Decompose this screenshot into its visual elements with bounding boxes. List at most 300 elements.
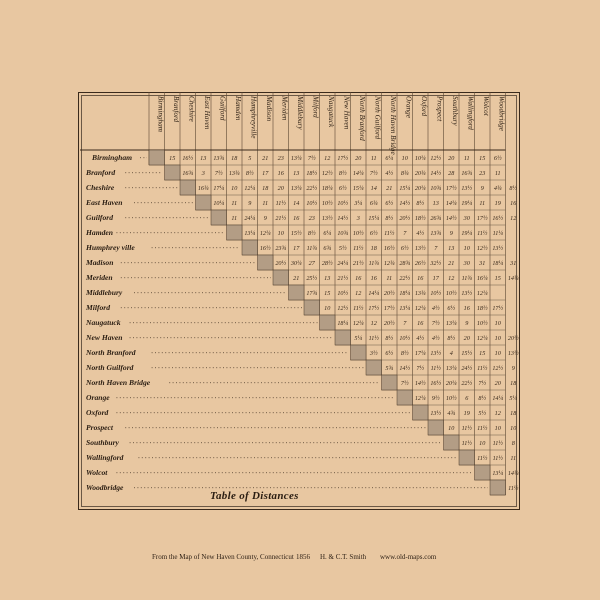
distance-cell: 18½ xyxy=(414,215,426,223)
distance-cell: 4½ xyxy=(431,305,440,313)
distance-cell: 17¼ xyxy=(414,350,426,358)
distance-cell: 14¼ xyxy=(445,200,457,208)
distance-cell: 14 xyxy=(370,185,377,193)
distance-cell: 6½ xyxy=(385,200,394,208)
distance-cell: 20 xyxy=(494,380,501,388)
distance-cell: 11½ xyxy=(492,440,503,448)
distance-cell: 18 xyxy=(262,185,269,193)
distance-cell: 8¾ xyxy=(400,170,409,178)
distance-cell: 13 xyxy=(448,245,455,253)
distance-cell: 16½ xyxy=(492,215,504,223)
distance-cell: 10 xyxy=(494,335,501,343)
distance-cell: 12½ xyxy=(430,155,442,163)
distance-cell: 20 xyxy=(277,185,284,193)
distance-cell: 11 xyxy=(463,155,470,163)
distance-cell: 10¼ xyxy=(414,155,426,163)
row-label: Guilford xyxy=(86,212,114,222)
distance-cell: 10½ xyxy=(352,230,364,238)
column-header: Orange xyxy=(404,96,413,118)
distance-cell: 24¼ xyxy=(337,260,349,268)
distance-cell: 11 xyxy=(370,155,377,163)
distance-cell: 20½ xyxy=(507,335,519,343)
row-label: Woodbridge xyxy=(86,482,124,492)
distance-cell: 18¼ xyxy=(337,320,349,328)
distance-cell: 20½ xyxy=(383,290,395,298)
distance-cell: 11¾ xyxy=(368,260,379,268)
distance-cell: 13½ xyxy=(492,245,504,253)
distance-cell: 11¾ xyxy=(461,275,472,283)
distance-cell: 30¼ xyxy=(290,260,302,268)
row-label: Branford xyxy=(86,167,116,177)
row-label: East Haven xyxy=(86,197,123,207)
column-header: Branford xyxy=(172,96,181,123)
distance-cell: 11¼ xyxy=(492,230,503,238)
distance-cell: 19¼ xyxy=(461,230,473,238)
distance-cell: 21 xyxy=(262,155,269,163)
column-header: Milford xyxy=(311,96,320,118)
distance-cell: 21½ xyxy=(352,260,364,268)
distance-cell: 10½ xyxy=(306,200,318,208)
distance-cell: 12¼ xyxy=(476,335,488,343)
distance-cell: 3¼ xyxy=(354,200,363,208)
distance-cell: 4½ xyxy=(416,335,425,343)
distance-cell: 6½ xyxy=(400,245,409,253)
distance-cell: 10 xyxy=(324,305,331,313)
diagonal-cell xyxy=(196,195,212,210)
distance-cell: 12½ xyxy=(476,245,488,253)
distance-cell: 23¾ xyxy=(275,245,287,253)
distance-cell: 11½ xyxy=(368,335,379,343)
distance-cell: 10½ xyxy=(337,290,349,298)
distance-cell: 18¼ xyxy=(399,290,411,298)
distance-cell: 13¾ xyxy=(213,155,225,163)
distance-cell: 16¾ xyxy=(182,170,194,178)
row-label: Orange xyxy=(86,392,110,402)
distance-cell: 10 xyxy=(494,350,501,358)
column-header: Meriden xyxy=(280,96,289,121)
distance-cell: 10 xyxy=(277,230,284,238)
distance-cell: 8½ xyxy=(416,200,425,208)
distance-cell: 11¾ xyxy=(306,245,317,253)
distance-cell: 15 xyxy=(169,155,176,163)
distance-cell: 12 xyxy=(370,320,377,328)
distance-cell: 6 xyxy=(465,395,469,403)
column-header: Humphreyville xyxy=(249,96,258,139)
distance-cell: 13¼ xyxy=(399,305,411,313)
column-header: Woodbridge xyxy=(497,96,506,131)
distance-cell: 10¾ xyxy=(337,230,349,238)
distance-cell: 14¾ xyxy=(507,275,519,283)
distance-cell: 7 xyxy=(403,320,407,328)
diagonal-cell xyxy=(242,240,258,255)
distance-cell: 21½ xyxy=(337,275,349,283)
distance-cell: 11½ xyxy=(353,305,364,313)
diagonal-cell xyxy=(258,255,274,270)
diagonal-cell xyxy=(227,225,243,240)
row-label: North Guilford xyxy=(86,362,134,372)
distance-cell: 11½ xyxy=(384,230,395,238)
column-header: Madison xyxy=(265,96,274,122)
distance-cell: 10½ xyxy=(476,320,488,328)
distance-cell: 13 xyxy=(293,170,300,178)
distance-cell: 24½ xyxy=(461,365,473,373)
distance-cell: 8½ xyxy=(478,395,487,403)
distance-cell: 11½ xyxy=(275,200,286,208)
distance-cell: 13¼ xyxy=(492,470,504,478)
distance-cell: 18 xyxy=(510,410,517,418)
distance-cell: 28 xyxy=(448,170,455,178)
distance-cell: 11½ xyxy=(430,365,441,373)
distance-cell: 8½ xyxy=(447,335,456,343)
distance-cell: 7½ xyxy=(478,380,487,388)
distance-cell: 6½ xyxy=(369,230,378,238)
distance-cell: 14½ xyxy=(414,380,426,388)
distance-cell: 30 xyxy=(463,260,470,268)
distance-cell: 23 xyxy=(308,215,315,223)
row-label: Oxford xyxy=(86,407,109,417)
diagonal-cell xyxy=(490,480,506,495)
distance-cell: 6½ xyxy=(338,185,347,193)
column-header: New Haven xyxy=(342,96,351,130)
distance-cell: 28¾ xyxy=(399,260,411,268)
row-label: Meriden xyxy=(86,272,113,282)
distance-cell: 16¾ xyxy=(197,185,209,193)
distance-cell: 12 xyxy=(494,410,501,418)
diagonal-cell xyxy=(413,405,429,420)
distance-cell: 11 xyxy=(386,275,393,283)
distance-cell: 7½ xyxy=(369,170,378,178)
diagonal-cell xyxy=(165,165,181,180)
distance-cell: 15 xyxy=(479,155,486,163)
distance-cell: 10 xyxy=(494,320,501,328)
distance-cell: 18½ xyxy=(306,170,318,178)
distance-cell: 20 xyxy=(463,335,470,343)
distance-cell: 20¾ xyxy=(414,170,426,178)
diagonal-cell xyxy=(382,375,398,390)
distance-cell: 11 xyxy=(231,200,238,208)
distance-cell: 26¾ xyxy=(430,215,442,223)
distance-cell: 4½ xyxy=(431,335,440,343)
distance-cell: 5¼ xyxy=(354,335,363,343)
distance-cell: 10 xyxy=(479,440,486,448)
column-header: North Guilford xyxy=(373,96,382,140)
distance-cell: 13½ xyxy=(430,350,442,358)
diagonal-cell xyxy=(397,390,413,405)
distance-cell: 11½ xyxy=(492,455,503,463)
distance-cell: 10 xyxy=(510,425,517,433)
distance-cell: 12 xyxy=(448,275,455,283)
distance-cell: 13¼ xyxy=(445,320,457,328)
distance-cell: 16 xyxy=(370,275,377,283)
diagonal-cell xyxy=(428,420,444,435)
distance-cell: 9 xyxy=(465,320,469,328)
row-label: Birmingham xyxy=(92,152,133,162)
distance-cell: 14¼ xyxy=(352,170,364,178)
distance-cell: 7½ xyxy=(416,365,425,373)
footer-publisher: H. & C.T. Smith xyxy=(320,553,367,561)
distance-cell: 4¾ xyxy=(493,185,502,193)
distance-cell: 26½ xyxy=(414,260,426,268)
distance-cell: 10½ xyxy=(399,335,411,343)
distance-cell: 11½ xyxy=(461,425,472,433)
distance-cell: 19 xyxy=(463,410,470,418)
column-header: East Haven xyxy=(203,96,212,130)
column-header: Naugatuck xyxy=(327,96,336,128)
row-label: Naugatuck xyxy=(86,317,121,327)
diagonal-cell xyxy=(273,270,289,285)
distance-cell: 28½ xyxy=(321,260,333,268)
row-label: Hamden xyxy=(86,227,114,237)
column-header: Guilford xyxy=(218,96,227,121)
distance-cell: 14½ xyxy=(337,215,349,223)
distance-cell: 17¾ xyxy=(306,290,318,298)
distance-cell: 17 xyxy=(293,245,300,253)
diagonal-cell xyxy=(180,180,196,195)
distance-cell: 13½ xyxy=(461,185,473,193)
distance-cell: 6½ xyxy=(447,305,456,313)
distance-cell: 13 xyxy=(200,155,207,163)
distance-cell: 15 xyxy=(494,275,501,283)
distance-cell: 12 xyxy=(355,290,362,298)
distance-cell: 18¼ xyxy=(321,185,333,193)
distance-cell: 8½ xyxy=(338,170,347,178)
distance-cell: 13½ xyxy=(461,290,473,298)
distance-cell: 12¼ xyxy=(352,320,364,328)
distance-cell: 9 xyxy=(480,185,484,193)
distance-cell: 9 xyxy=(449,230,453,238)
distance-cell: 18¼ xyxy=(492,260,504,268)
distance-cell: 16¾ xyxy=(461,170,473,178)
diagonal-cell xyxy=(149,150,165,165)
distance-cell: 20¼ xyxy=(414,185,426,193)
distance-cell: 18 xyxy=(370,245,377,253)
distance-cell: 15½ xyxy=(461,350,473,358)
distance-cell: 13½ xyxy=(321,215,333,223)
distance-cell: 4½ xyxy=(385,170,394,178)
distance-cell: 5 xyxy=(248,155,252,163)
column-header: Birmingham xyxy=(156,96,165,132)
distance-cell: 20 xyxy=(448,155,455,163)
distance-cell: 14½ xyxy=(430,170,442,178)
distance-cell: 31 xyxy=(479,260,486,268)
distance-cell: 5½ xyxy=(338,245,347,253)
distance-cell: 6½ xyxy=(493,155,502,163)
row-label: North Branford xyxy=(86,347,136,357)
distance-cell: 24¼ xyxy=(244,215,256,223)
distance-cell: 12½ xyxy=(321,170,333,178)
distance-cell: 19¼ xyxy=(461,200,473,208)
distance-cell: 10¾ xyxy=(430,185,442,193)
diagonal-cell xyxy=(289,285,305,300)
distance-cell: 14¼ xyxy=(368,290,380,298)
distance-cell: 17½ xyxy=(492,305,504,313)
row-label: Wolcot xyxy=(86,467,108,477)
distance-cell: 16 xyxy=(417,320,424,328)
column-header: Southbury xyxy=(451,96,460,126)
distance-cell: 22½ xyxy=(399,275,411,283)
distance-cell: 13 xyxy=(324,275,331,283)
distance-cell: 11 xyxy=(262,200,269,208)
distance-cell: 17 xyxy=(262,170,269,178)
distance-cell: 6¼ xyxy=(385,155,394,163)
distance-cell: 11½ xyxy=(353,245,364,253)
distance-cell: 13¾ xyxy=(228,170,240,178)
distance-cell: 9 xyxy=(263,215,267,223)
distance-cell: 27 xyxy=(308,260,315,268)
diagonal-cell xyxy=(320,315,336,330)
distance-cell: 3½ xyxy=(369,350,378,358)
diagonal-cell xyxy=(211,210,227,225)
distance-cell: 11½ xyxy=(477,230,488,238)
diagonal-cell xyxy=(459,450,475,465)
distance-cell: 19 xyxy=(494,200,501,208)
distance-cell: 11 xyxy=(510,455,517,463)
row-label: Humphrey ville xyxy=(86,242,135,252)
distance-cell: 14 xyxy=(293,200,300,208)
distance-cell: 14½ xyxy=(399,200,411,208)
distance-cell: 12 xyxy=(510,215,517,223)
distance-cell: 17½ xyxy=(383,305,395,313)
distance-cell: 16½ xyxy=(430,380,442,388)
distance-cell: 10½ xyxy=(445,395,457,403)
column-header: Wallingford xyxy=(466,96,475,130)
distance-cell: 15 xyxy=(324,290,331,298)
distance-cell: 10 xyxy=(463,245,470,253)
distance-cell: 17½ xyxy=(337,155,349,163)
distance-cell: 10 xyxy=(231,185,238,193)
distance-cell: 16½ xyxy=(383,245,395,253)
distance-cell: 12¼ xyxy=(414,395,426,403)
distance-cell: 6¾ xyxy=(323,245,332,253)
distance-cell: 32½ xyxy=(430,260,442,268)
column-header: Cheshire xyxy=(187,96,196,122)
distance-cell: 7 xyxy=(403,230,407,238)
distance-cell: 8½ xyxy=(509,185,518,193)
distance-cell: 18½ xyxy=(476,305,488,313)
distance-cell: 3 xyxy=(201,170,205,178)
column-header: Prospect xyxy=(435,96,444,122)
distance-cell: 15¼ xyxy=(399,185,411,193)
footer-source: From the Map of New Haven County, Connecticut xyxy=(152,553,294,561)
distance-cell: 12¾ xyxy=(383,260,395,268)
distance-cell: 5½ xyxy=(478,410,487,418)
diagonal-cell xyxy=(475,465,491,480)
distance-cell: 10½ xyxy=(321,200,333,208)
distance-cell: 6¾ xyxy=(369,200,378,208)
distance-cell: 13½ xyxy=(430,410,442,418)
distance-cell: 13½ xyxy=(414,245,426,253)
diagonal-cell xyxy=(335,330,351,345)
distance-cell: 13¼ xyxy=(445,365,457,373)
distance-cell: 13 xyxy=(432,200,439,208)
distance-cell: 7 xyxy=(434,245,438,253)
distance-cell: 12½ xyxy=(337,305,349,313)
distance-cell: 5¼ xyxy=(509,395,518,403)
distance-cell: 14¼ xyxy=(492,395,504,403)
row-label: Prospect xyxy=(86,422,113,432)
distance-cell: 11½ xyxy=(508,485,519,493)
distance-cell: 11½ xyxy=(477,365,488,373)
column-header: Hamden xyxy=(234,96,243,121)
table-title: Table of Distances xyxy=(210,490,299,502)
footer-website: www.old-maps.com xyxy=(380,553,437,561)
distance-cell: 13¾ xyxy=(430,230,442,238)
distance-cell: 25½ xyxy=(306,275,318,283)
distance-cell: 11 xyxy=(231,215,238,223)
distance-cell: 12¼ xyxy=(476,290,488,298)
distance-cell: 17 xyxy=(432,275,439,283)
distance-cell: 7½ xyxy=(400,380,409,388)
distance-cell: 10½ xyxy=(430,290,442,298)
distance-cell: 16 xyxy=(293,215,300,223)
distance-cell: 5¾ xyxy=(385,365,394,373)
distance-cell: 13½ xyxy=(507,350,519,358)
distance-cell: 11½ xyxy=(461,440,472,448)
distance-cell: 11 xyxy=(494,170,501,178)
distance-cell: 8½ xyxy=(245,170,254,178)
distance-cell: 12¼ xyxy=(259,230,271,238)
distance-cell: 21 xyxy=(448,260,455,268)
distance-cell: 14¾ xyxy=(507,470,519,478)
distance-cell: 16 xyxy=(277,170,284,178)
column-header: Wolcot xyxy=(482,96,491,116)
column-header: Oxford xyxy=(420,96,429,117)
diagonal-cell xyxy=(366,360,382,375)
distance-cell: 22½ xyxy=(306,185,318,193)
distance-cell: 9 xyxy=(511,365,515,373)
distance-cell: 9½ xyxy=(431,395,440,403)
distance-cell: 10 xyxy=(494,425,501,433)
distance-cell: 13¼ xyxy=(244,230,256,238)
distance-cell: 14½ xyxy=(445,215,457,223)
distance-cell: 12 xyxy=(324,155,331,163)
distance-cell: 11½ xyxy=(477,425,488,433)
distance-cell: 8½ xyxy=(385,215,394,223)
distance-cell: 6½ xyxy=(385,350,394,358)
distance-cell: 10¼ xyxy=(213,200,225,208)
distance-cell: 12½ xyxy=(492,365,504,373)
distance-cell: 18 xyxy=(231,155,238,163)
distance-cell: 16¼ xyxy=(476,275,488,283)
distance-cell: 7½ xyxy=(307,155,316,163)
distance-cell: 10½ xyxy=(337,200,349,208)
distance-cell: 10 xyxy=(448,425,455,433)
row-label: Southbury xyxy=(86,437,119,447)
distance-cell: 13¼ xyxy=(290,155,302,163)
distance-cell: 20½ xyxy=(383,320,395,328)
row-label: Cheshire xyxy=(86,182,115,192)
distance-cell: 16 xyxy=(463,305,470,313)
diagonal-cell xyxy=(304,300,320,315)
distance-cell: 16½ xyxy=(182,155,194,163)
distance-cell: 22½ xyxy=(461,380,473,388)
distance-cell: 14½ xyxy=(399,365,411,373)
distance-cell: 17½ xyxy=(476,215,488,223)
distance-cell: 16 xyxy=(355,275,362,283)
distance-cell: 17½ xyxy=(445,185,457,193)
distance-cell: 4½ xyxy=(416,230,425,238)
column-header: North Haven Bridge xyxy=(389,96,398,155)
distance-cell: 8½ xyxy=(385,335,394,343)
distance-cell: 15½ xyxy=(290,230,302,238)
distance-cell: 7½ xyxy=(214,170,223,178)
distance-cell: 4¾ xyxy=(447,410,456,418)
diagonal-cell xyxy=(351,345,367,360)
distance-cell: 15 xyxy=(479,350,486,358)
footer-year: 1856 xyxy=(296,553,310,561)
distance-cell: 20¼ xyxy=(445,380,457,388)
distance-cell: 21 xyxy=(386,185,393,193)
